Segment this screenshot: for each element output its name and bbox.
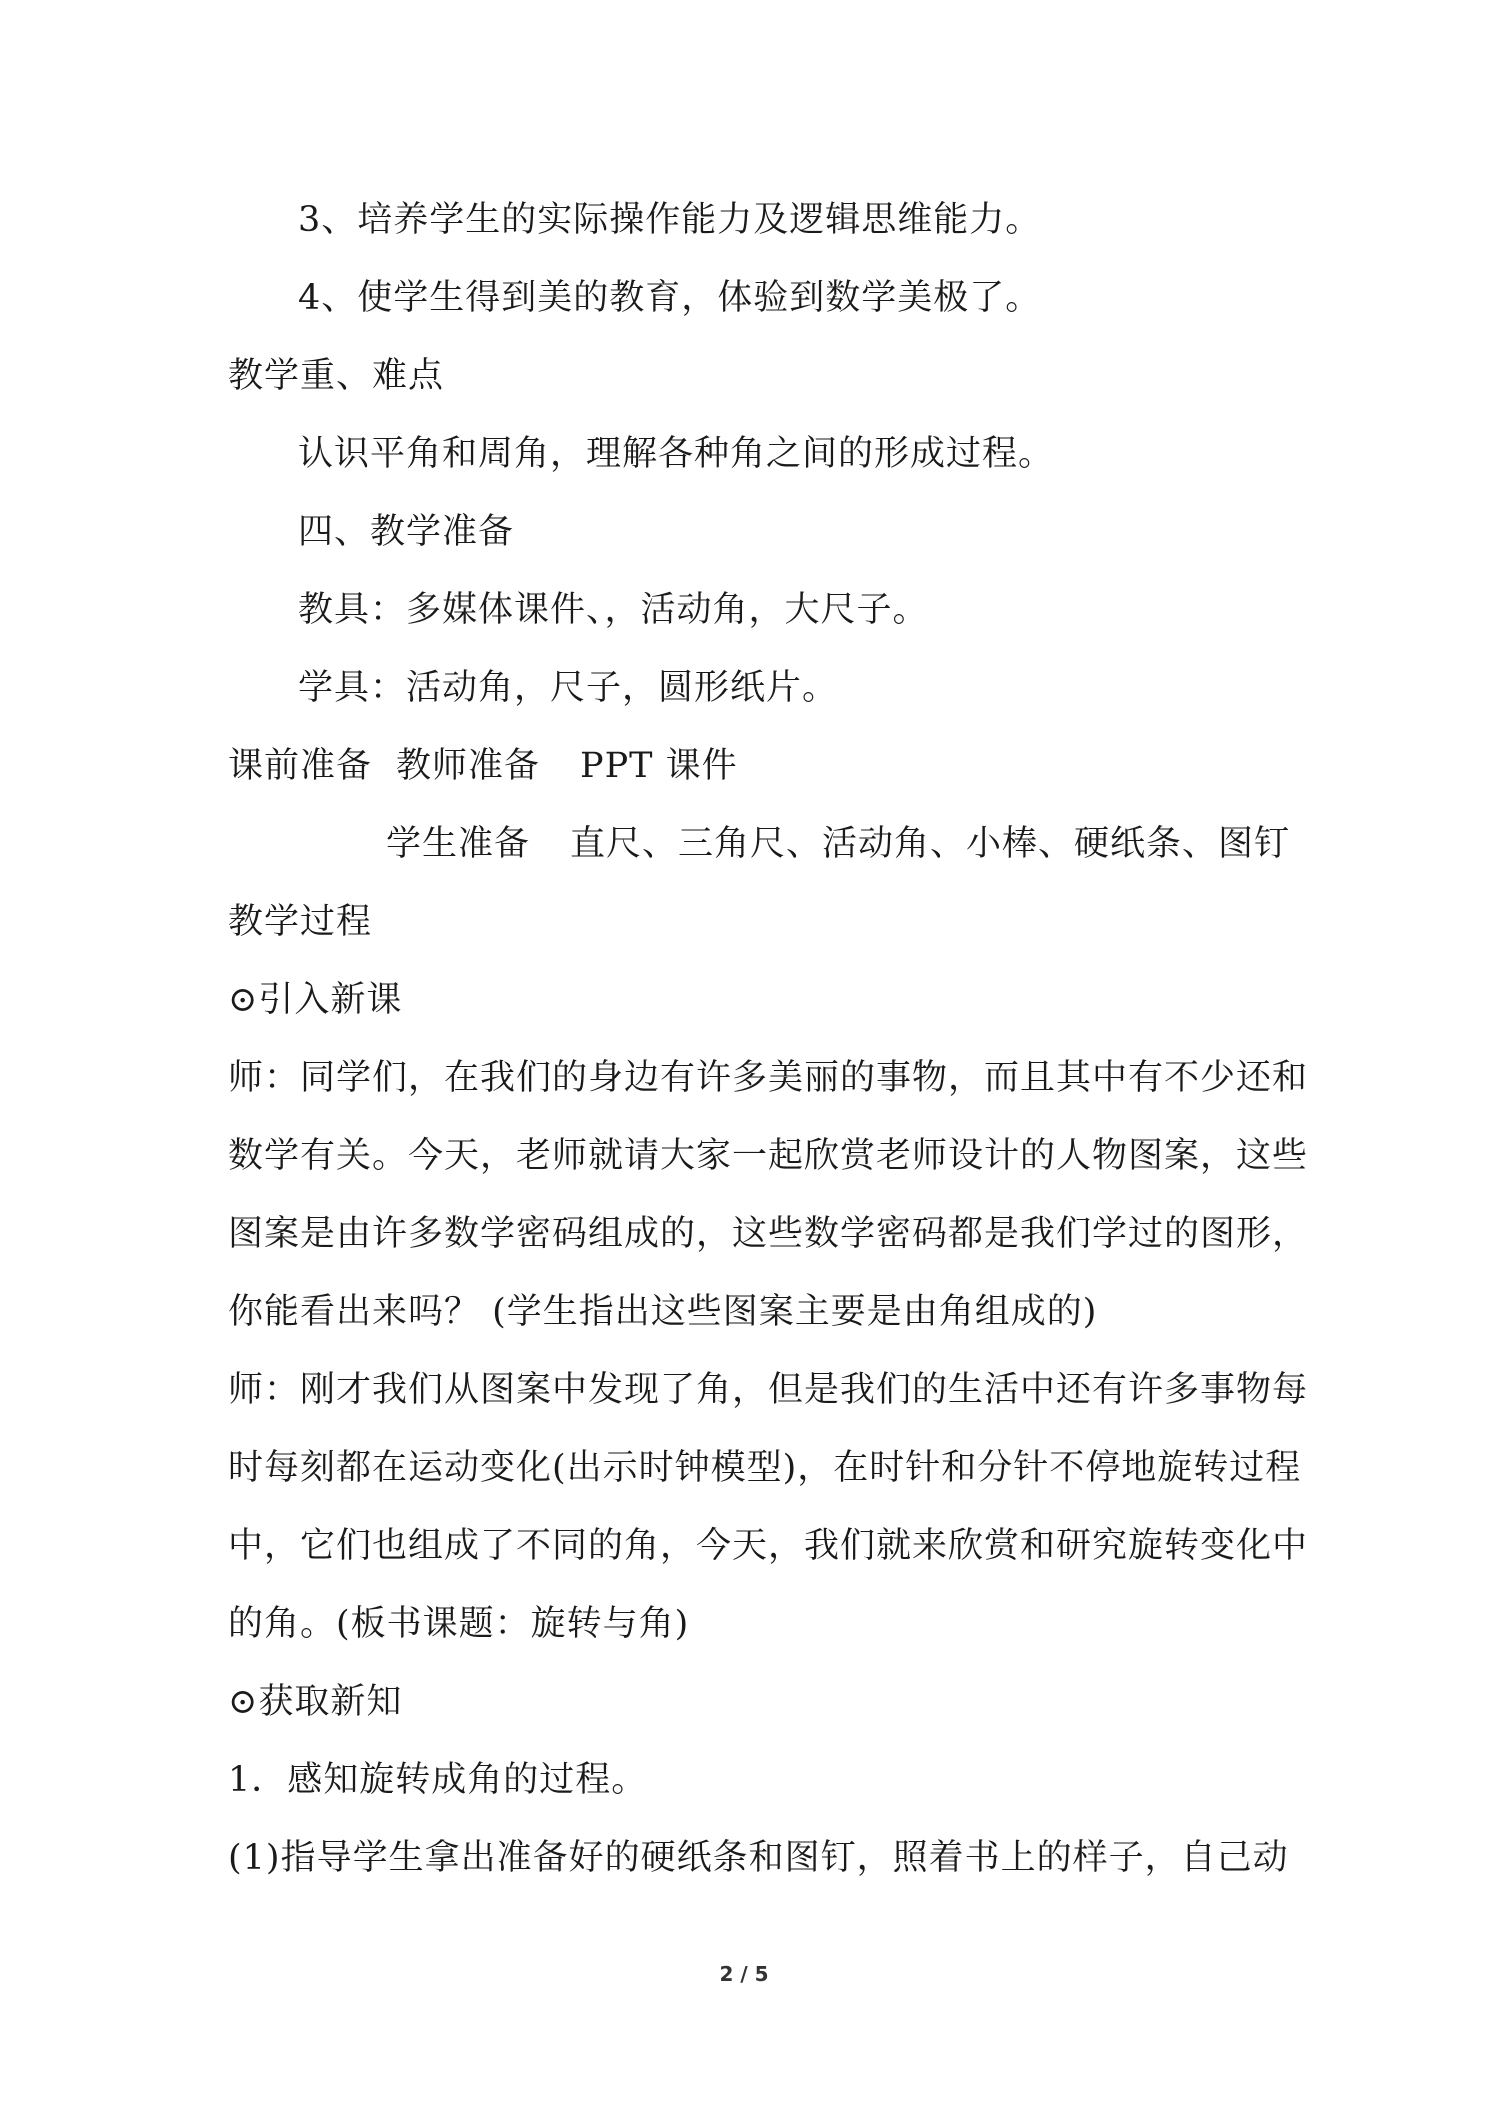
teaching-tools: 教具：多媒体课件、，活动角，大尺子。 (298, 590, 929, 630)
section-new-knowledge: ⊙获取新知 (228, 1682, 403, 1722)
heading-preparation: 四、教学准备 (298, 512, 515, 552)
key-points-text: 认识平角和周角，理解各种角之间的形成过程。 (298, 434, 1055, 474)
page-number: 2 / 5 (719, 1962, 769, 1986)
student-prep-label: 学生准备 (386, 824, 531, 864)
paragraph-line: 的角。(板书课题：旋转与角) (228, 1604, 690, 1644)
section-introduction: ⊙引入新课 (228, 980, 403, 1020)
paragraph-line: 师：刚才我们从图案中发现了角，但是我们的生活中还有许多事物每 (228, 1370, 1309, 1410)
pre-class-row (228, 744, 738, 788)
student-prep-row (386, 822, 1290, 866)
paragraph-line: 你能看出来吗？ (学生指出这些图案主要是由角组成的) (228, 1292, 1098, 1332)
heading-key-points: 教学重、难点 (228, 356, 445, 396)
objective-3: 3、培养学生的实际操作能力及逻辑思维能力。 (298, 200, 1042, 240)
paragraph-line: 师：同学们，在我们的身边有许多美丽的事物，而且其中有不少还和 (228, 1058, 1309, 1098)
heading-process: 教学过程 (228, 902, 373, 942)
paragraph-line: 数学有关。今天，老师就请大家一起欣赏老师设计的人物图案，这些 (228, 1136, 1309, 1176)
paragraph-line: 时每刻都在运动变化(出示时钟模型)，在时针和分针不停地旋转过程 (228, 1448, 1302, 1488)
teacher-prep-label: 教师准备 (396, 746, 541, 786)
pre-class-label: 课前准备 (228, 746, 373, 786)
paragraph-line: 中，它们也组成了不同的角，今天，我们就来欣赏和研究旋转变化中 (228, 1526, 1309, 1566)
student-prep-value: 直尺、三角尺、活动角、小棒、硬纸条、图钉 (570, 824, 1291, 864)
objective-4: 4、使学生得到美的教育，体验到数学美极了。 (298, 278, 1042, 318)
step-1-instruction: (1)指导学生拿出准备好的硬纸条和图钉，照着书上的样子，自己动 (228, 1838, 1289, 1878)
learning-tools: 学具：活动角，尺子，圆形纸片。 (298, 668, 839, 708)
step-1-heading: 1．感知旋转成角的过程。 (228, 1760, 648, 1800)
paragraph-line: 图案是由许多数学密码组成的，这些数学密码都是我们学过的图形， (228, 1214, 1309, 1254)
teacher-prep-value: PPT 课件 (580, 746, 738, 786)
